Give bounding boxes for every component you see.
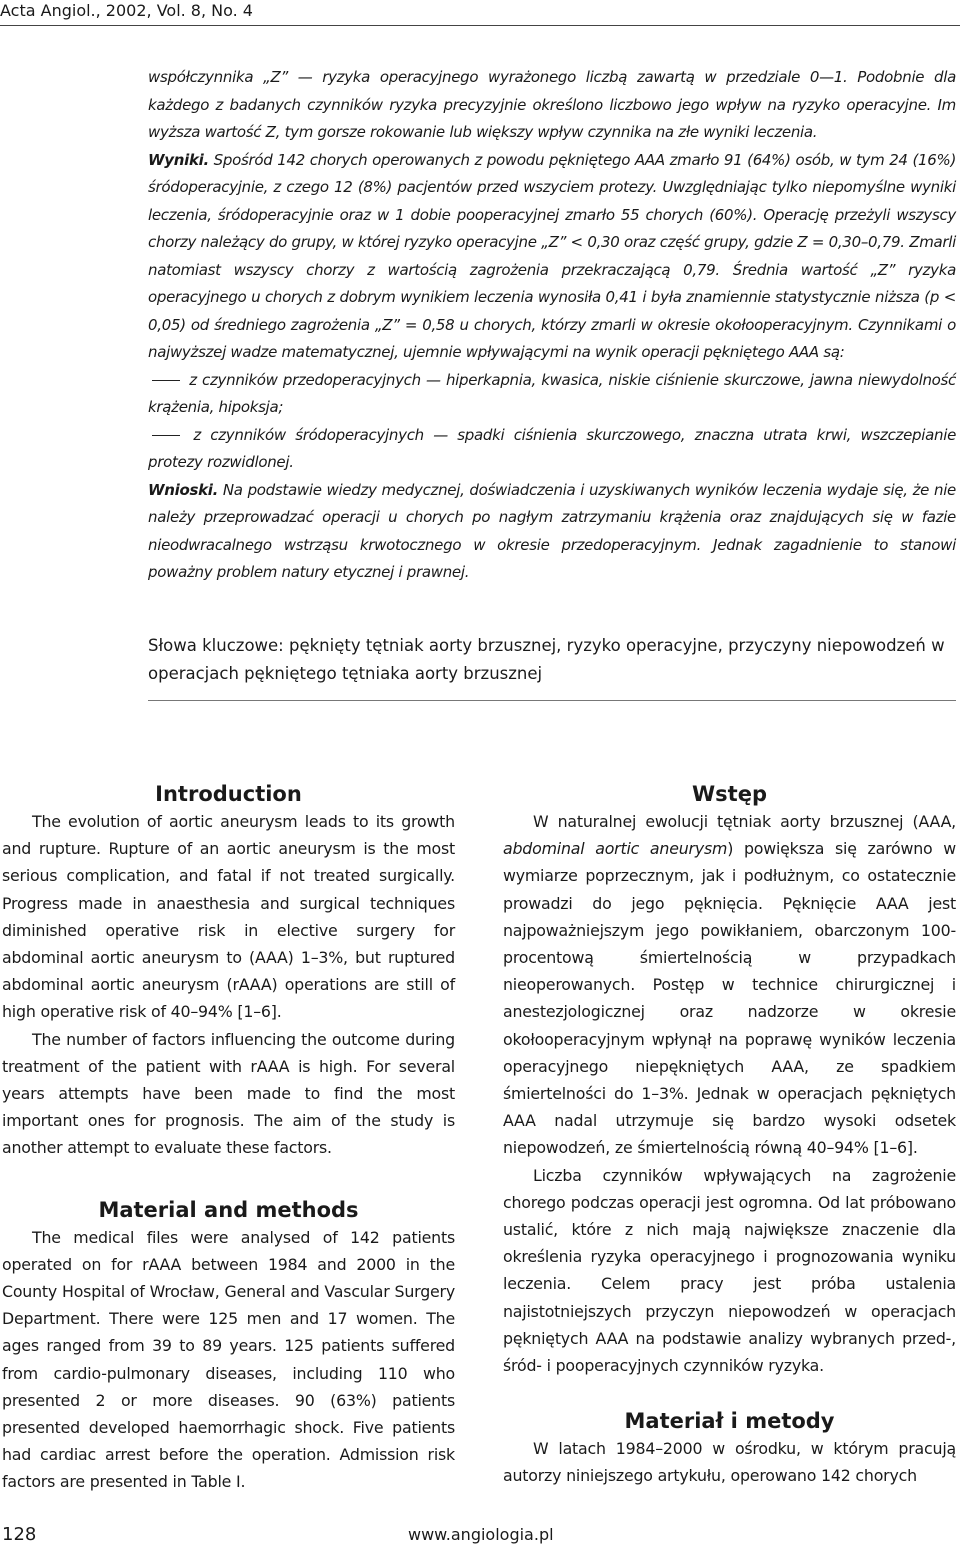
wstep-paragraph-1 xyxy=(503,808,956,1162)
abstract-results xyxy=(148,147,956,367)
abstract-methods-tail: współczynnika „Z” — ryzyka operacyjnego wyrażonego liczbą zawartą w przedziale 0—1. Podobnie dla każdego z badanych czynników ryzyka precyzyjnie określono liczbowo jego wpływ na ryzyko operacyjne. Im wyższa wartość Z, tym gorsze rokowanie lub większy wpływ czynnika na złe wyniki leczenia. xyxy=(148,68,956,141)
material-metody-heading: Materiał i metody xyxy=(624,1409,835,1434)
em-dash xyxy=(152,435,180,436)
running-head: Acta Angiol., 2002, Vol. 8, No. 4 xyxy=(0,1,253,20)
introduction-heading: Introduction xyxy=(155,782,302,806)
wstep-paragraph-2: Liczba czynników wpływających na zagrożenie chorego podczas operacji jest ogromna. Od lat próbowano ustalić, które z nich mają największe znaczenie dla określenia ryzyka operacyjnego i prognozowania wyniku leczenia. Celem pracy jest próba ustalenia najistotniejszych przyczyn niepowodzeń w operacjach pękniętych AAA na podstawie analizy wybranych przed-, śród- i pooperacyjnych czynników ryzyka. xyxy=(503,1165,956,1376)
section-divider xyxy=(148,700,956,701)
introduction-paragraph-2: The number of factors influencing the outcome during treatment of the patient with rAAA is high. For several years attempts have been made to find the most important ones for prognosis. The aim of the study is another attempt to evaluate these factors. xyxy=(2,1029,455,1158)
header-rule xyxy=(0,25,960,26)
material-methods-paragraph: The medical files were analysed of 142 patients operated on for rAAA between 1984 and 2000 in the County Hospital of Wrocław, General and Vascular Surgery Department. There were 125 men and 17 women. The ages ranged from 39 to 89 years. 125 patients suffered from cardio-pulmonary diseases, including 110 who presented 2 or more diseases. 90 (63%) patients presented developed haemorrhagic shock. Five patients had cardiac arrest before the operation. Admission risk factors are presented in Table I. xyxy=(2,1227,455,1492)
wstep-heading: Wstęp xyxy=(692,782,767,806)
journal-url[interactable]: www.angiologia.pl xyxy=(408,1525,554,1544)
keywords: Słowa kluczowe: pęknięty tętniak aorty brzusznej, ryzyko operacyjne, przyczyny niepowodzeń w operacjach pękniętego tętniaka aorty brzusznej xyxy=(148,636,945,683)
wstep-p1-italic: abdominal aortic aneurysm xyxy=(503,839,728,859)
abstract-conclusions xyxy=(148,477,956,587)
wstep-p1-start: W naturalnej ewolucji tętniak aorty brzusznej (AAA, xyxy=(533,812,956,831)
abstract-block xyxy=(148,64,956,587)
abstract-list-item-2 xyxy=(148,422,956,477)
page-number: 128 xyxy=(2,1524,37,1545)
right-column xyxy=(503,780,956,1490)
material-methods-heading: Material and methods xyxy=(98,1197,359,1222)
conclusions-label: Wnioski. xyxy=(148,480,219,499)
introduction-paragraph-1: The evolution of aortic aneurysm leads to its growth and rupture. Rupture of an aortic aneurysm is the most serious complication, and fatal if not treated surgically. Progress made in anaesthesia and surgical techniques diminished operative risk in elective surgery for abdominal aortic aneurysm to (AAA) 1–3%, but ruptured abdominal aortic aneurysm (rAAA) operations are still of high operative risk of 40–94% [1–6]. xyxy=(2,812,455,1022)
results-label: Wyniki. xyxy=(148,150,209,169)
abstract-list-item-1 xyxy=(148,367,956,422)
results-text: Spośród 142 chorych operowanych z powodu pękniętego AAA zmarło 91 (64%) osób, w tym 24 (16%) śródoperacyjnie, z czego 12 (8%) pacjentów przed wszyciem protezy. Uwzględniając tylko niepomyślne wyniki leczenia, śródoperacyjnie oraz w 1 dobie pooperacyjnej zmarło 55 chorych (60%). Operację przeżyli wszyscy chorzy należący do grupy, w której ryzyko operacyjne „Z” < 0,30 oraz część grupy, gdzie Z = 0,30–0,79. Zmarli natomiast wszyscy chorzy z wartością zagrożenia przekraczającą 0,79. Średnia wartość „Z” ryzyka operacyjnego u chorych z dobrym wynikiem leczenia wynosiła 0,41 i była znamiennie statystycznie niższa (p < 0,05) od średniego zagrożenia „Z” = 0,58 u chorych, którzy zmarli w okresie okołooperacyjnym. Czynnikami o najwyższej wadze matematycznej, ujemnie wpływającymi na wynik operacji pękniętego AAA są: xyxy=(148,150,957,361)
wstep-p1-rest: ) powiększa się zarówno w wymiarze poprzecznym, jak i podłużnym, co ostatecznie prowadzi do jego pęknięcia. Pęknięcie AAA jest najpoważniejszym jego powikłaniem, obarczonym 100-procentową śmiertelnością w przypadkach nieoperowanych. Postęp w technice chirurgicznej i anestezjologicznej oraz nadzorze w okresie okołooperacyjnym wpłynął na poprawę wyników leczenia operacyjnego niepękniętych AAA, ze spadkiem śmiertelności do 1–3%. Jednak w operacjach pękniętych AAA nadal utrzymuje się bardzo wysoki odsetek niepowodzeń, ze śmiertelnością równą 40–94% [1–6]. xyxy=(503,839,956,1158)
conclusions-text: Na podstawie wiedzy medycznej, doświadczenia i uzyskiwanych wyników leczenia wydaje się, że nie należy przeprowadzać operacji u chorych po nagłym zatrzymaniu krążenia oraz znajdujących się w fazie nieodwracalnego wstrząsu krwotocznego w okresie przedoperacyjnym. Jednak zagadnienie to stanowi poważny problem natury etycznej i prawnej. xyxy=(148,480,956,581)
list-item-2-text: z czynników śródoperacyjnych — spadki ciśnienia skurczowego, znaczna utrata krwi, wszczepianie protezy rozwidlonej. xyxy=(148,425,956,471)
material-metody-paragraph: W latach 1984–2000 w ośrodku, w którym pracują autorzy niniejszego artykułu, operowano 142 chorych xyxy=(503,1439,956,1486)
em-dash xyxy=(152,380,180,381)
list-item-1-text: z czynników przedoperacyjnych — hiperkapnia, kwasica, niskie ciśnienie skurczowe, jawna niewydolność krążenia, hipoksja; xyxy=(148,370,957,416)
left-column xyxy=(2,780,455,1496)
